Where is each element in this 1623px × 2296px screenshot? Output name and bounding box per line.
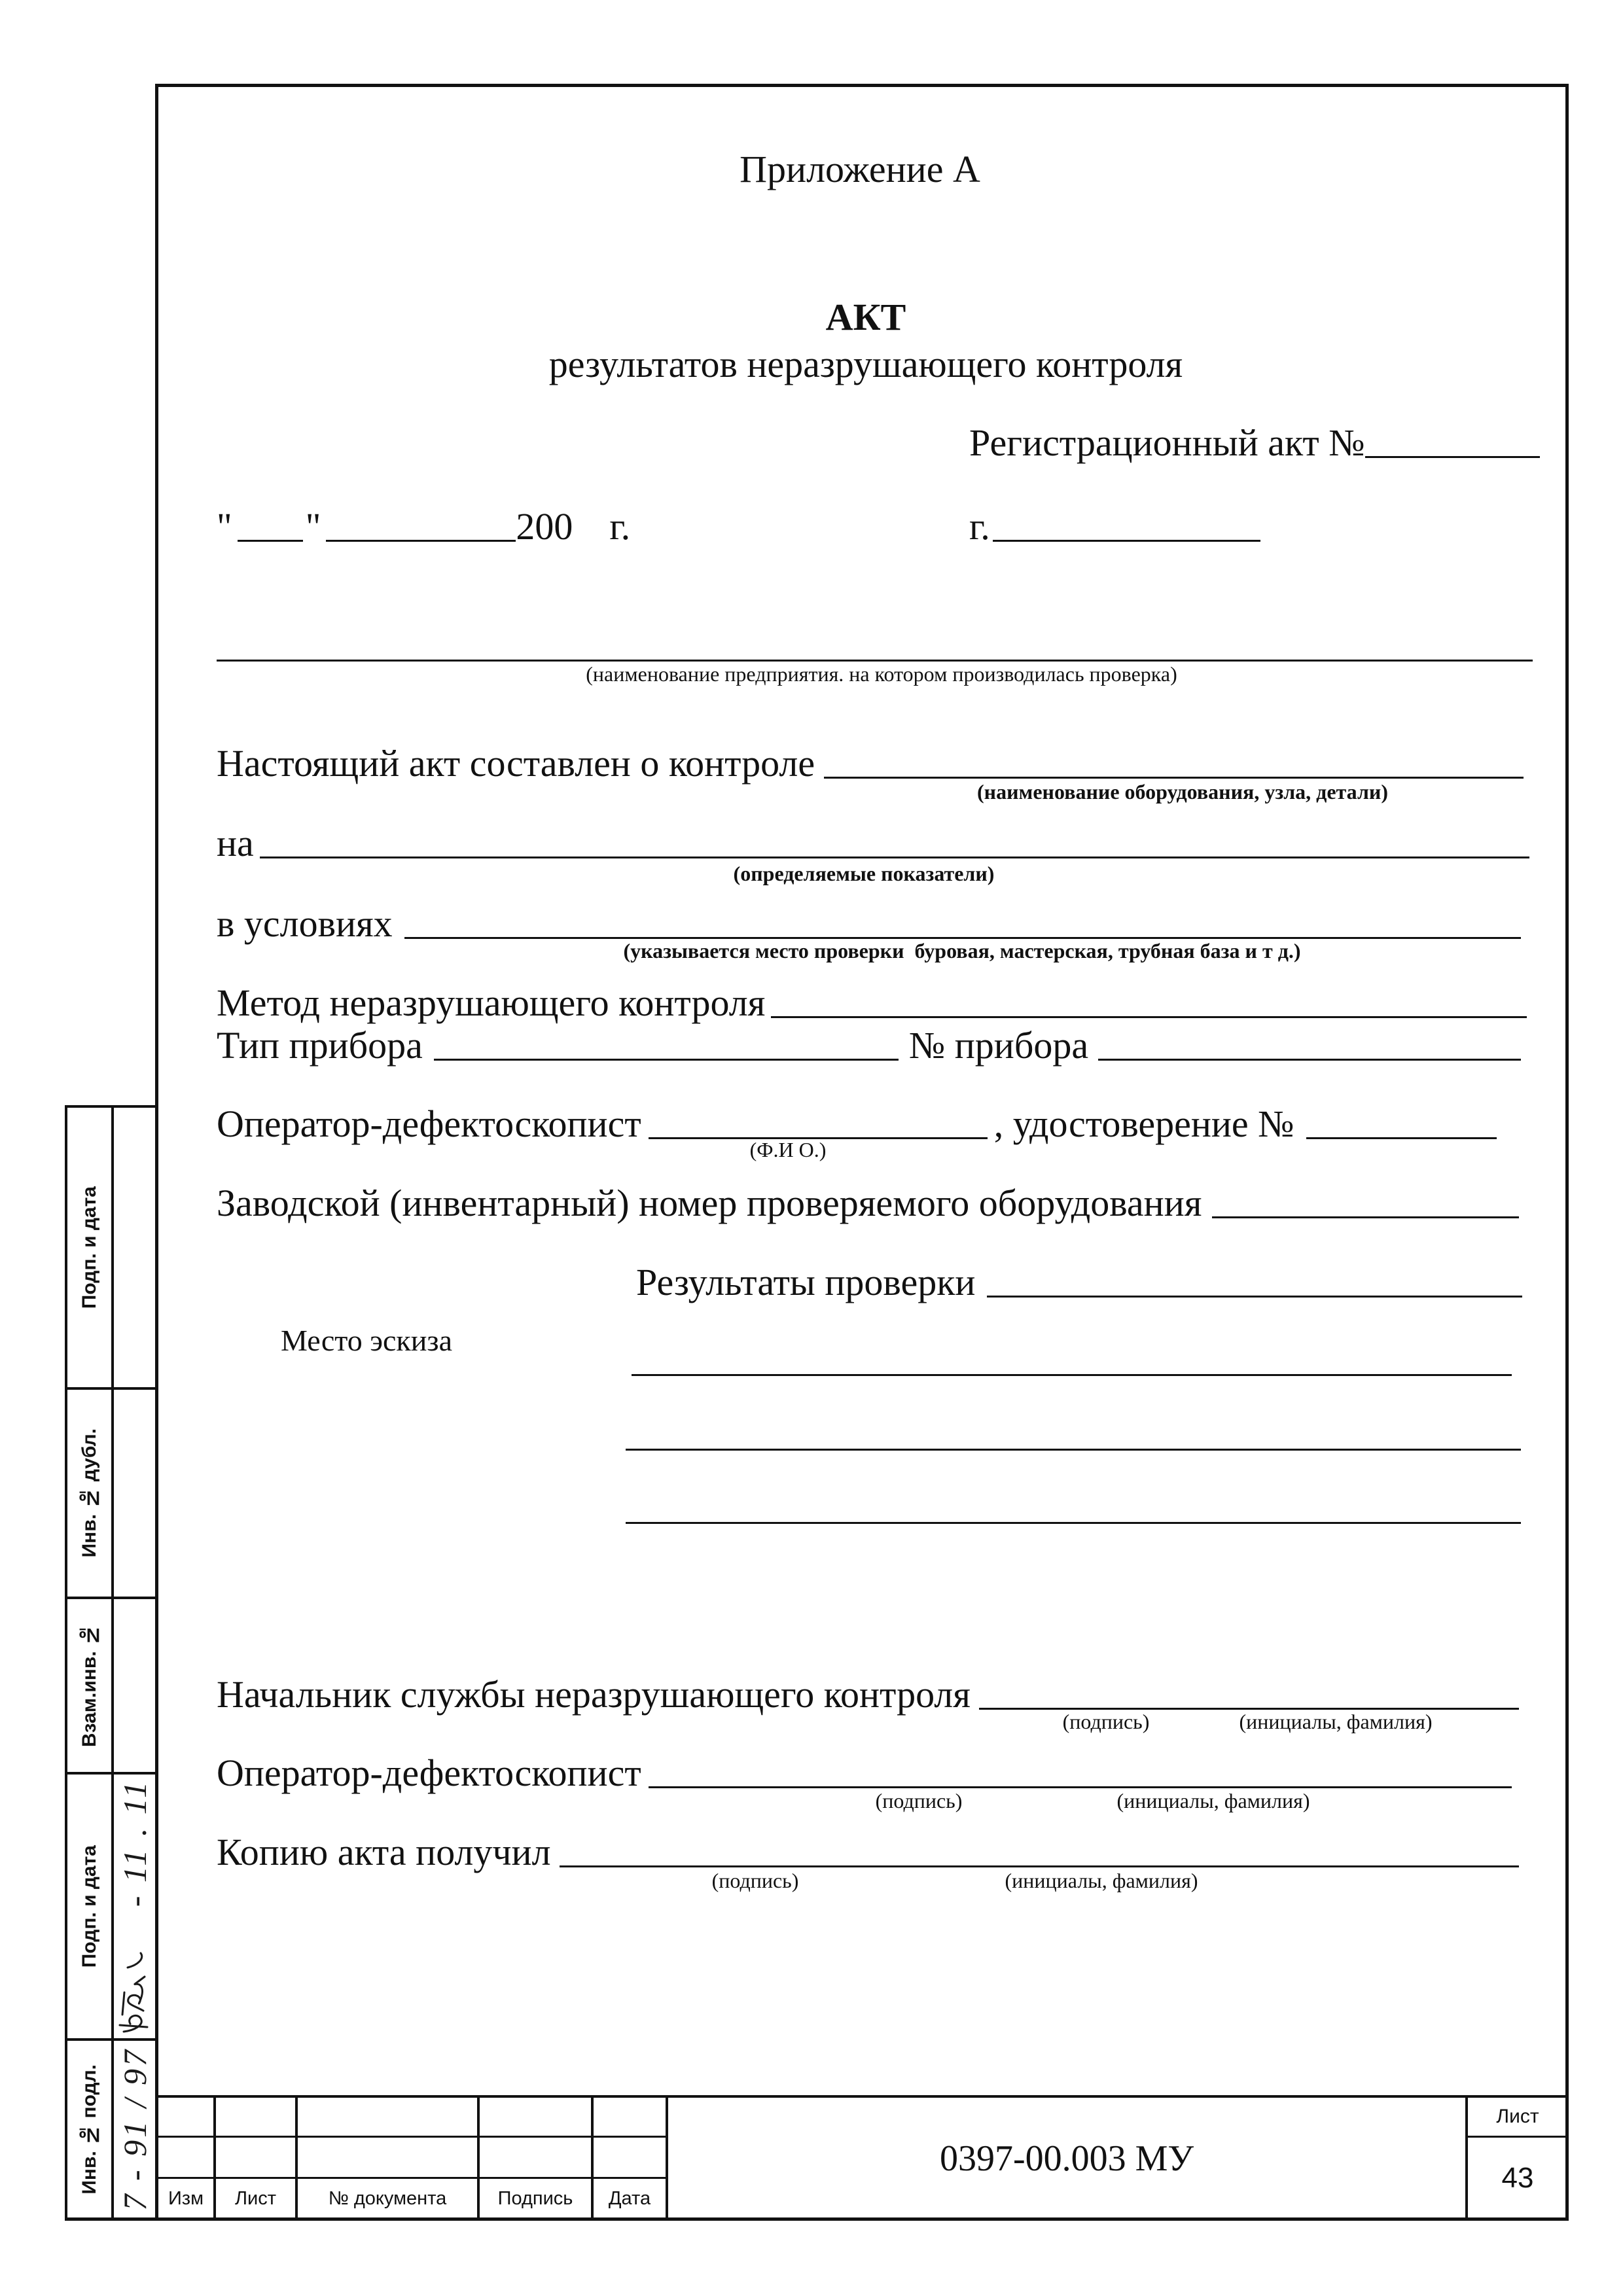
results-label: Результаты проверки — [636, 1261, 976, 1303]
serial-line — [1212, 1216, 1519, 1218]
page-frame — [155, 84, 1569, 2221]
name-caption: (инициалы, фамилия) — [1005, 1869, 1198, 1892]
city-row — [969, 505, 1260, 548]
name-caption: (инициалы, фамилия) — [1239, 1710, 1433, 1733]
side-stamp-row-line — [65, 2217, 158, 2221]
indicators-label: на — [217, 822, 254, 864]
side-cell-signature-date — [67, 1108, 111, 1387]
registration-row — [969, 421, 1540, 464]
device-number-label: № прибора — [908, 1024, 1089, 1067]
act-subtitle: результатов неразрушающего контроля — [548, 343, 1183, 385]
operator-label: Оператор-дефектоскопист — [217, 1103, 641, 1145]
operator-caption: (Ф.И О.) — [749, 1138, 827, 1161]
signature-line — [649, 1786, 1512, 1788]
signature-row-chief — [217, 1673, 1519, 1716]
operator-row — [217, 1105, 1497, 1143]
enterprise-caption: (наименование предприятия. на котором производилась проверка) — [586, 662, 1177, 686]
signature-label: Оператор-дефектоскопист — [217, 1752, 641, 1794]
results-line-2 — [632, 1374, 1512, 1376]
results-line — [987, 1296, 1522, 1298]
handwritten-inventory-number: 7 - 91 / 97 — [116, 2047, 153, 2211]
handwritten-date-cell — [114, 1775, 155, 1912]
date-row — [217, 505, 631, 548]
side-cell-signature-date-2 — [67, 1775, 111, 2038]
results-row — [636, 1263, 1522, 1301]
method-label: Метод неразрушающего контроля — [217, 981, 766, 1024]
device-type-line — [434, 1059, 899, 1061]
year-prefix: 200 — [516, 505, 573, 548]
name-caption: (инициалы, фамилия) — [1116, 1789, 1310, 1812]
enterprise-line — [217, 660, 1533, 662]
side-label: Взам.инв. № — [78, 1623, 100, 1748]
side-label: Инв. № подл. — [78, 2064, 100, 2195]
side-cell-original-inventory — [67, 2041, 111, 2217]
signature-row-copy-received — [217, 1833, 1519, 1871]
device-number-line — [1098, 1059, 1521, 1061]
side-label: Подп. и дата — [78, 1845, 100, 1968]
indicators-caption: (определяемые показатели) — [733, 862, 995, 885]
column-label-sheet: Лист — [234, 2187, 276, 2209]
column-label-document-number: № документа — [328, 2187, 447, 2209]
sheet-number: 43 — [1501, 2161, 1534, 2194]
conditions-label: в условиях — [217, 902, 393, 945]
date-quote-close: " — [305, 505, 321, 548]
title-block-row-line — [157, 2136, 667, 2138]
conditions-row — [217, 902, 1521, 945]
signature-caption: (подпись) — [1062, 1710, 1150, 1733]
results-line-4 — [626, 1522, 1521, 1524]
control-row — [217, 742, 1524, 785]
control-label: Настоящий акт составлен о контроле — [217, 742, 815, 785]
serial-row — [217, 1184, 1519, 1222]
device-type-label: Тип прибора — [217, 1024, 423, 1067]
registration-number-line — [1365, 456, 1540, 458]
signature-caption: (подпись) — [711, 1869, 799, 1892]
results-line-3 — [626, 1449, 1521, 1451]
serial-label: Заводской (инвентарный) номер проверяемого оборудования — [217, 1182, 1202, 1224]
device-row — [217, 1024, 1521, 1067]
method-line — [771, 1016, 1527, 1018]
appendix-title: Приложение А — [740, 148, 980, 190]
conditions-caption: (указывается место проверки буровая, мастерская, трубная база и т д.) — [623, 939, 1301, 963]
column-label-signature: Подпись — [497, 2187, 573, 2209]
sketch-placeholder-label: Место эскиза — [281, 1324, 452, 1357]
date-quote-open: " — [217, 505, 232, 548]
side-label: Подп. и дата — [78, 1186, 100, 1309]
control-line — [824, 777, 1524, 779]
registration-label: Регистрационный акт № — [969, 421, 1365, 464]
method-row — [217, 981, 1527, 1024]
signature-caption: (подпись) — [875, 1789, 963, 1812]
document-designation: 0397-00.003 МУ — [939, 2138, 1194, 2179]
signature-label: Начальник службы неразрушающего контроля — [217, 1673, 971, 1716]
handwritten-inventory-cell — [114, 2041, 155, 2217]
side-cell-duplicate-inventory — [67, 1390, 111, 1597]
certificate-number-line — [1306, 1137, 1497, 1139]
handwritten-date: - 11 . 11 — [116, 1779, 153, 1907]
sheet-label: Лист — [1496, 2106, 1539, 2127]
act-title: АКТ — [825, 296, 906, 338]
signature-label: Копию акта получил — [217, 1831, 551, 1873]
city-line — [993, 540, 1260, 542]
year-unit: г. — [609, 505, 631, 548]
column-label-change: Изм — [168, 2187, 204, 2209]
month-line — [326, 540, 516, 542]
indicators-row — [217, 824, 1529, 862]
signature-line — [560, 1865, 1519, 1867]
side-label: Инв. № дубл. — [78, 1428, 100, 1558]
indicators-line — [260, 857, 1529, 858]
city-prefix: г. — [969, 505, 990, 548]
side-cell-replacement-inventory — [67, 1599, 111, 1772]
control-caption: (наименование оборудования, узла, детали) — [977, 780, 1388, 804]
signature-row-operator — [217, 1754, 1512, 1792]
day-line — [238, 540, 303, 542]
column-label-date: Дата — [608, 2187, 651, 2209]
certificate-label: , удостоверение № — [993, 1103, 1294, 1145]
handwritten-signature-icon — [115, 1927, 155, 2035]
